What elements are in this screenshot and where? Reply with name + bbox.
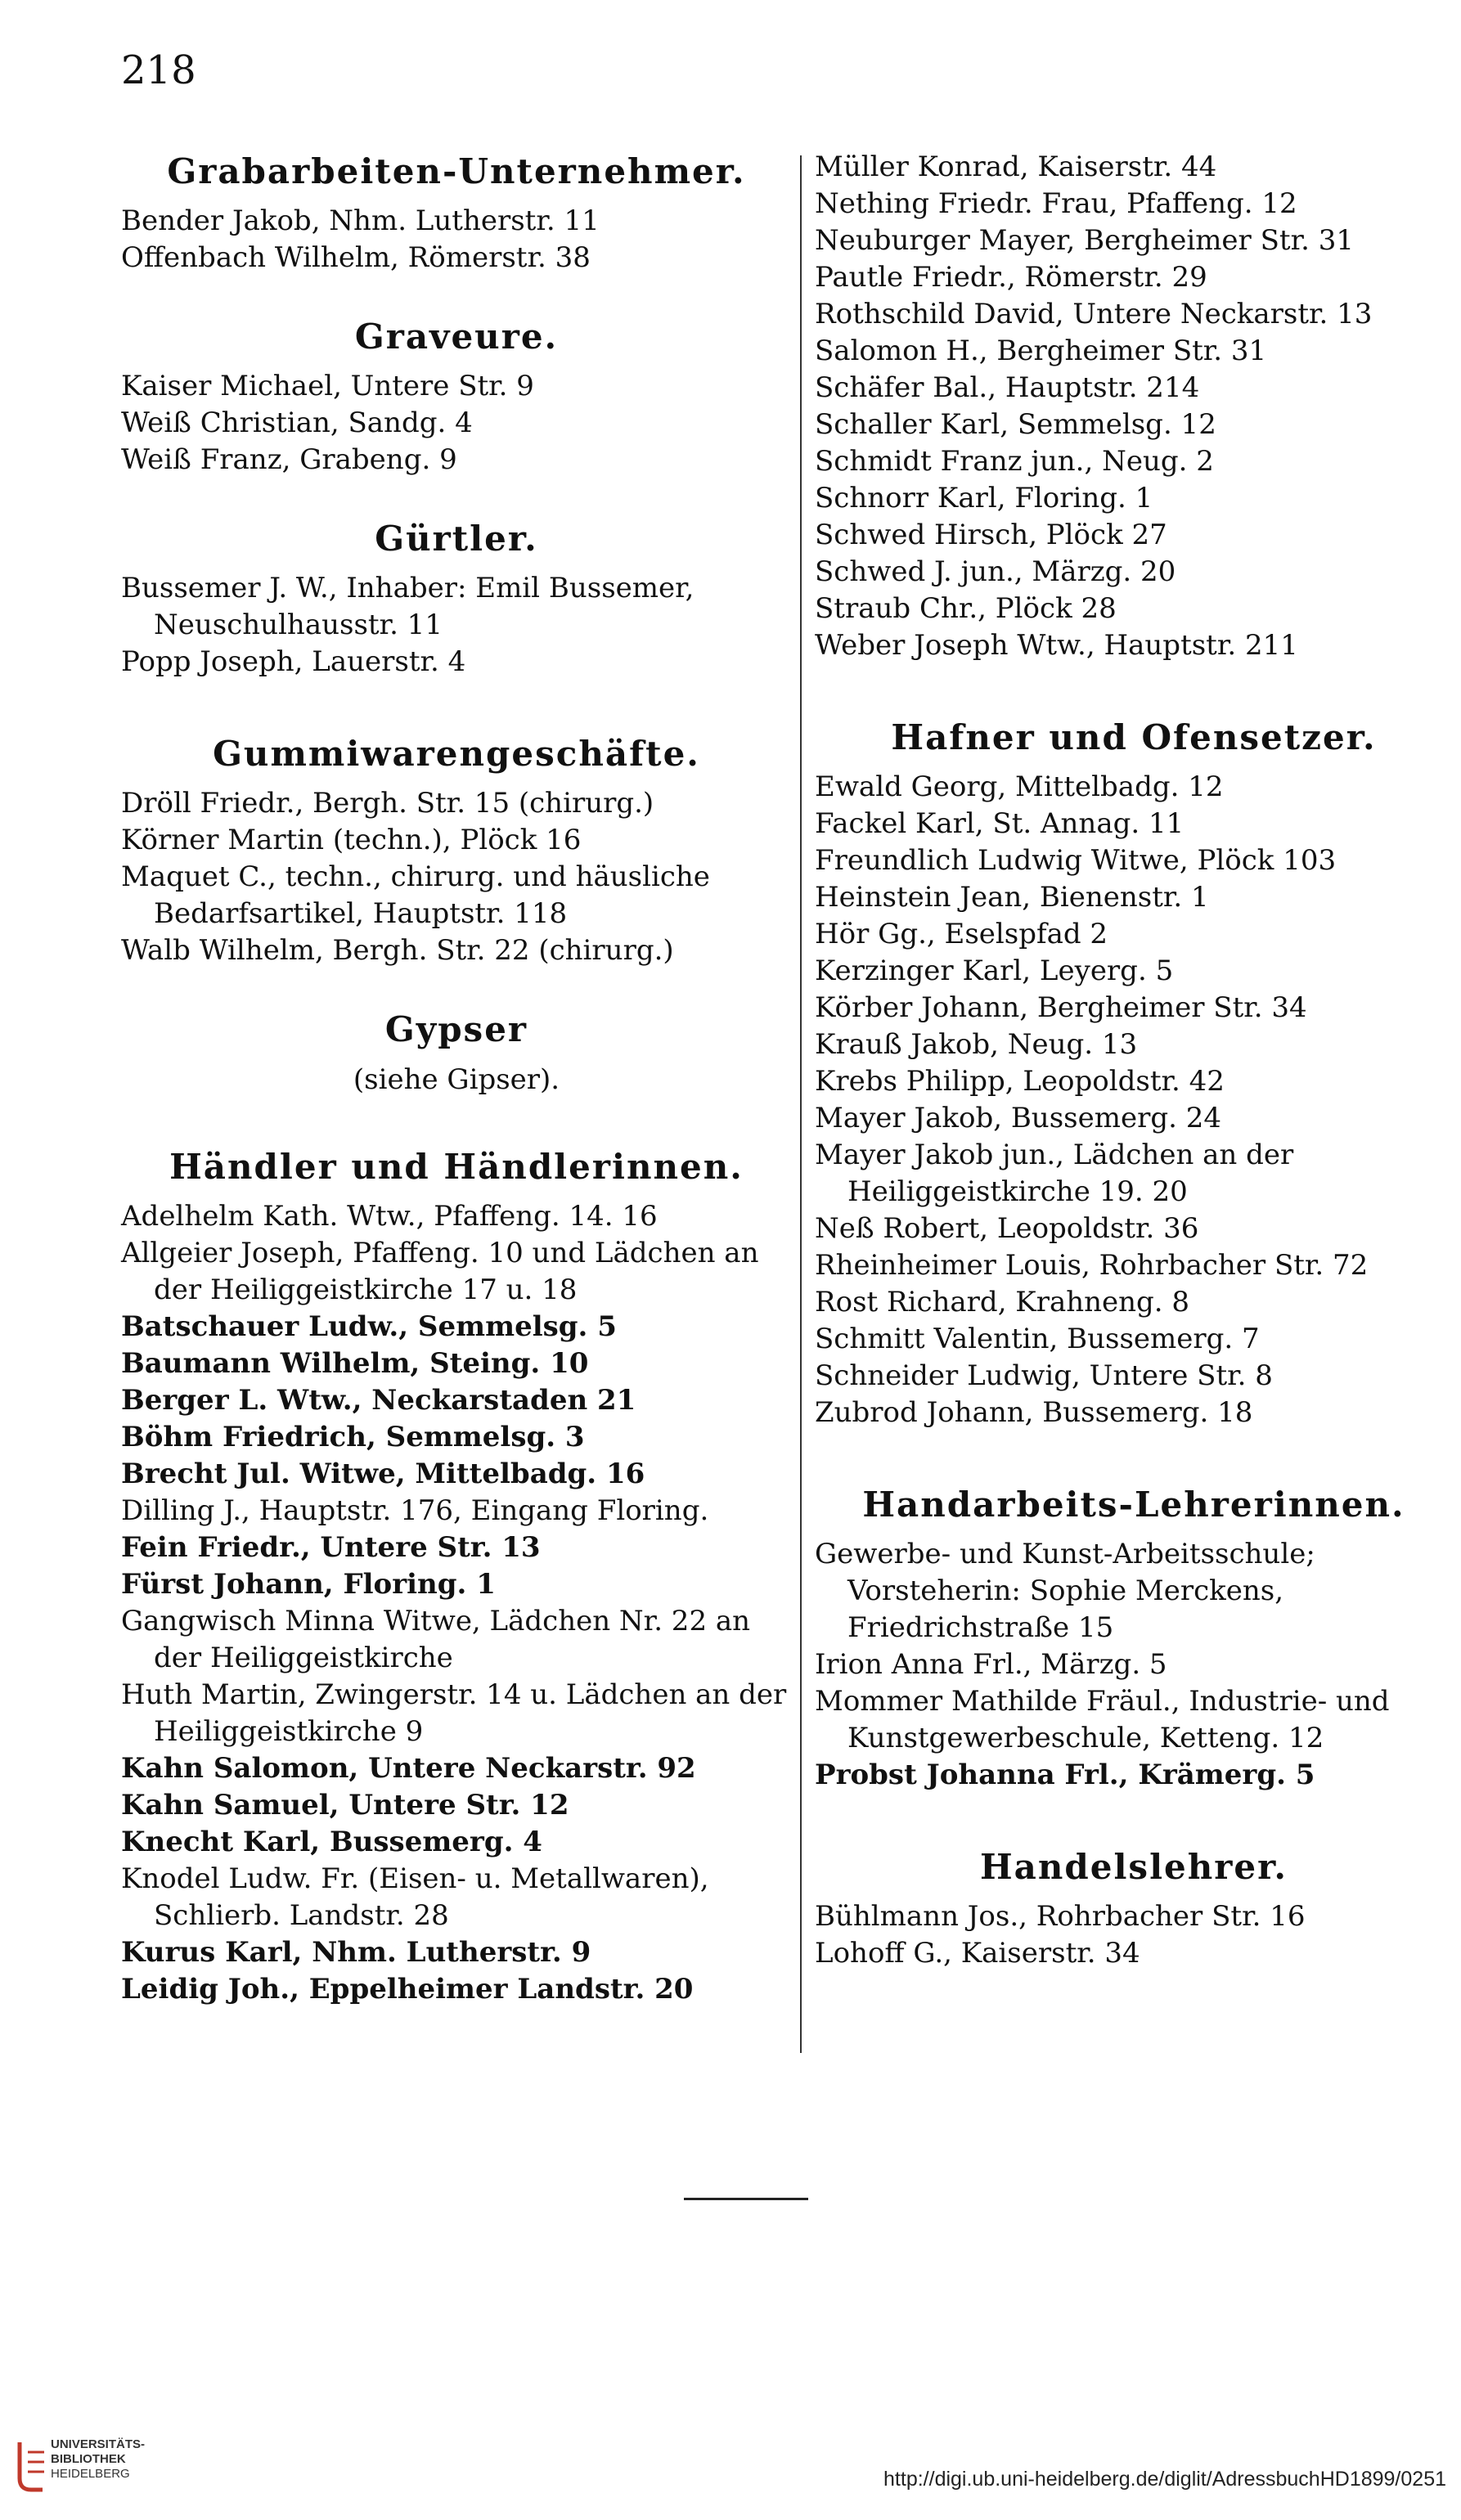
section-heading: Hafner und Ofensetzer. <box>891 717 1377 757</box>
directory-entry: Maquet C., techn., chirurg. und häusliche Bedarfsartikel, Hauptstr. 118 <box>121 860 710 930</box>
library-logo-text <box>51 2437 145 2482</box>
directory-entry: Nething Friedr. Frau, Pfaffeng. 12 <box>815 187 1297 220</box>
logo-line: HEIDELBERG <box>51 2467 130 2481</box>
directory-entry: Huth Martin, Zwingerstr. 14 u. Lädchen an der Heiliggeistkirche 9 <box>121 1678 787 1748</box>
directory-entry: Mommer Mathilde Fräul., Industrie- und Kunstgewerbeschule, Ketteng. 12 <box>815 1685 1390 1754</box>
directory-entry: Schneider Ludwig, Untere Str. 8 <box>815 1359 1273 1392</box>
directory-section <box>121 1144 792 2008</box>
section-spacer <box>815 1431 1453 1482</box>
section-spacer <box>121 1107 792 1144</box>
section-spacer <box>121 478 792 516</box>
directory-entry: Mayer Jakob jun., Lädchen an der Heiliggeistkirche 19. 20 <box>815 1139 1294 1208</box>
directory-entry: Müller Konrad, Kaiserstr. 44 <box>815 150 1217 183</box>
directory-entry: Ewald Georg, Mittelbadg. 12 <box>815 770 1224 803</box>
directory-section <box>815 149 1453 664</box>
directory-entry: Knecht Karl, Bussemerg. 4 <box>121 1826 542 1858</box>
directory-entry: Krauß Jakob, Neug. 13 <box>815 1028 1138 1061</box>
logo-line: UNIVERSITÄTS- <box>51 2437 146 2451</box>
directory-entry: Probst Johanna Frl., Krämerg. 5 <box>815 1759 1315 1791</box>
right-column <box>815 149 1453 1972</box>
left-column <box>121 149 792 2008</box>
directory-section <box>121 149 792 276</box>
section-spacer <box>815 1794 1453 1844</box>
directory-entry: Zubrod Johann, Bussemerg. 18 <box>815 1396 1253 1429</box>
directory-section <box>121 516 792 681</box>
directory-entry: Gangwisch Minna Witwe, Lädchen Nr. 22 an der Heiliggeistkirche <box>121 1605 751 1674</box>
directory-entry: Schnorr Karl, Floring. 1 <box>815 482 1153 514</box>
directory-entry: Rheinheimer Louis, Rohrbacher Str. 72 <box>815 1249 1369 1282</box>
directory-section <box>121 731 792 969</box>
directory-entry: Berger L. Wtw., Neckarstaden 21 <box>121 1384 636 1417</box>
directory-entry: Kaiser Michael, Untere Str. 9 <box>121 370 534 402</box>
directory-entry: Salomon H., Bergheimer Str. 31 <box>815 335 1267 367</box>
section-spacer <box>121 276 792 314</box>
section-note: (siehe Gipser). <box>353 1063 560 1096</box>
source-url[interactable]: http://digi.ub.uni-heidelberg.de/diglit/AdressbuchHD1899/0251 <box>883 2468 1446 2491</box>
directory-entry: Schmitt Valentin, Bussemerg. 7 <box>815 1323 1260 1355</box>
directory-entry: Mayer Jakob, Bussemerg. 24 <box>815 1102 1221 1134</box>
directory-section <box>815 1844 1453 1972</box>
directory-entry: Offenbach Wilhelm, Römerstr. 38 <box>121 241 591 274</box>
directory-entry: Schwed Hirsch, Plöck 27 <box>815 519 1167 551</box>
directory-entry: Batschauer Ludw., Semmelsg. 5 <box>121 1310 617 1343</box>
section-spacer <box>121 969 792 1007</box>
end-rule <box>684 2198 808 2200</box>
column-divider <box>800 155 802 2053</box>
directory-entry: Kerzinger Karl, Leyerg. 5 <box>815 955 1174 987</box>
directory-entry: Körber Johann, Bergheimer Str. 34 <box>815 991 1307 1024</box>
section-heading: Grabarbeiten-Unternehmer. <box>167 151 746 191</box>
section-heading: Handelslehrer. <box>979 1847 1288 1887</box>
directory-entry: Baumann Wilhelm, Steing. 10 <box>121 1347 589 1380</box>
directory-entry: Weiß Christian, Sandg. 4 <box>121 407 473 439</box>
directory-entry: Neß Robert, Leopoldstr. 36 <box>815 1212 1199 1245</box>
directory-section <box>815 1482 1453 1794</box>
directory-entry: Fürst Johann, Floring. 1 <box>121 1568 496 1601</box>
directory-entry: Irion Anna Frl., Märzg. 5 <box>815 1648 1167 1681</box>
directory-entry: Heinstein Jean, Bienenstr. 1 <box>815 881 1209 914</box>
directory-entry: Kahn Samuel, Untere Str. 12 <box>121 1789 569 1821</box>
section-heading: Gürtler. <box>375 519 538 559</box>
section-spacer <box>121 681 792 731</box>
directory-entry: Rothschild David, Untere Neckarstr. 13 <box>815 298 1373 330</box>
directory-entry: Bühlmann Jos., Rohrbacher Str. 16 <box>815 1900 1306 1933</box>
directory-entry: Weiß Franz, Grabeng. 9 <box>121 443 457 476</box>
directory-entry: Schmidt Franz jun., Neug. 2 <box>815 445 1214 478</box>
directory-entry: Leidig Joh., Eppelheimer Landstr. 20 <box>121 1973 694 2006</box>
directory-entry: Hör Gg., Eselspfad 2 <box>815 918 1108 950</box>
directory-entry: Adelhelm Kath. Wtw., Pfaffeng. 14. 16 <box>121 1200 658 1233</box>
directory-entry: Rost Richard, Krahneng. 8 <box>815 1286 1190 1318</box>
section-heading: Handarbeits-Lehrerinnen. <box>862 1485 1405 1525</box>
page-number: 218 <box>121 47 196 93</box>
directory-entry: Kurus Karl, Nhm. Lutherstr. 9 <box>121 1936 591 1969</box>
directory-entry: Dilling J., Hauptstr. 176, Eingang Floring. <box>121 1494 709 1527</box>
directory-entry: Freundlich Ludwig Witwe, Plöck 103 <box>815 844 1337 877</box>
directory-entry: Gewerbe- und Kunst-Arbeitsschule; Vorsteherin: Sophie Merckens, Friedrichstraße 15 <box>815 1538 1315 1644</box>
directory-entry: Fein Friedr., Untere Str. 13 <box>121 1531 541 1564</box>
directory-entry: Körner Martin (techn.), Plöck 16 <box>121 824 582 856</box>
section-heading: Händler und Händlerinnen. <box>169 1147 744 1187</box>
logo-line: BIBLIOTHEK <box>51 2452 126 2466</box>
directory-section <box>815 715 1453 1431</box>
directory-section <box>121 314 792 478</box>
directory-entry: Knodel Ludw. Fr. (Eisen- u. Metallwaren), Schlierb. Landstr. 28 <box>121 1862 709 1932</box>
directory-entry: Neuburger Mayer, Bergheimer Str. 31 <box>815 224 1354 257</box>
directory-section <box>121 1007 792 1098</box>
directory-entry: Fackel Karl, St. Annag. 11 <box>815 807 1185 840</box>
directory-entry: Straub Chr., Plöck 28 <box>815 592 1117 625</box>
directory-entry: Pautle Friedr., Römerstr. 29 <box>815 261 1207 294</box>
directory-entry: Weber Joseph Wtw., Hauptstr. 211 <box>815 629 1298 662</box>
section-heading: Graveure. <box>354 317 559 357</box>
section-heading: Gypser <box>384 1009 528 1049</box>
directory-entry: Allgeier Joseph, Pfaffeng. 10 und Lädchen an der Heiliggeistkirche 17 u. 18 <box>121 1237 759 1306</box>
section-heading: Gummiwarengeschäfte. <box>213 734 700 774</box>
directory-entry: Schwed J. jun., Märzg. 20 <box>815 555 1176 588</box>
directory-entry: Brecht Jul. Witwe, Mittelbadg. 16 <box>121 1458 645 1490</box>
directory-entry: Bender Jakob, Nhm. Lutherstr. 11 <box>121 204 600 237</box>
directory-entry: Böhm Friedrich, Semmelsg. 3 <box>121 1421 585 1453</box>
directory-entry: Popp Joseph, Lauerstr. 4 <box>121 645 466 678</box>
directory-entry: Krebs Philipp, Leopoldstr. 42 <box>815 1065 1225 1098</box>
section-spacer <box>815 664 1453 715</box>
directory-entry: Walb Wilhelm, Bergh. Str. 22 (chirurg.) <box>121 934 674 967</box>
directory-entry: Schäfer Bal., Hauptstr. 214 <box>815 371 1200 404</box>
directory-entry: Dröll Friedr., Bergh. Str. 15 (chirurg.) <box>121 787 654 820</box>
directory-entry: Kahn Salomon, Untere Neckarstr. 92 <box>121 1752 696 1785</box>
directory-entry: Lohoff G., Kaiserstr. 34 <box>815 1937 1140 1970</box>
directory-entry: Bussemer J. W., Inhaber: Emil Bussemer, Neuschulhausstr. 11 <box>121 572 695 641</box>
directory-entry: Schaller Karl, Semmelsg. 12 <box>815 408 1216 441</box>
